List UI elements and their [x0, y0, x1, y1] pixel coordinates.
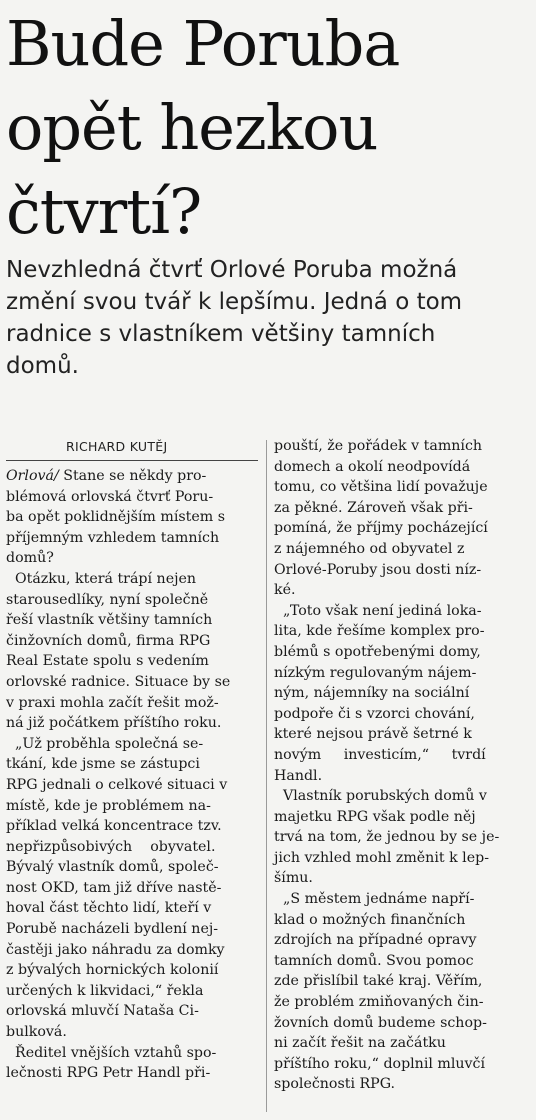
lead-paragraph — [6, 254, 532, 382]
headline-line: Bude Poruba — [6, 7, 400, 80]
article-line: za pěkné. Zároveň však při- — [274, 499, 473, 516]
article-line: ni začít řešit na začátku — [274, 1035, 446, 1052]
article-line: tomu, co většina lidí považuje — [274, 479, 488, 496]
article-line: jich vzhled mohl změnit k lep- — [274, 849, 489, 866]
article-line: blémů s opotřebenými domy, — [274, 643, 481, 660]
article-line: Handl. — [274, 767, 323, 784]
article-line: RPG jednali o celkové situaci v — [6, 776, 228, 793]
byline-divider — [6, 460, 258, 461]
headline — [6, 2, 534, 254]
article-line: podpoře či s vzorci chování, — [274, 705, 475, 722]
article-paragraph — [274, 889, 528, 1095]
lead-line: domů. — [6, 353, 79, 379]
article-line: pomíná, že příjmy pocházející — [274, 520, 488, 537]
article-line: lita, kde řešíme komplex pro- — [274, 623, 485, 640]
article-line: bulková. — [6, 1024, 67, 1041]
lead-line: Nevzhledná čtvrť Orlové Poruba možná — [6, 257, 458, 283]
article-line: z bývalých hornických kolonií — [6, 962, 219, 979]
article-line: starousedlíky, nyní společně — [6, 591, 209, 608]
dateline-place: Orlová/ — [6, 468, 59, 484]
article-line: Porubě nacházeli bydlení nej- — [6, 921, 219, 938]
article-line: zdrojích na případné opravy — [274, 932, 477, 949]
article-line: zde přislíbil také kraj. Věřím, — [274, 973, 483, 990]
article-line: Ředitel vnějších vztahů spo- — [6, 1044, 217, 1061]
article-line: „Toto však není jediná loka- — [274, 602, 482, 619]
article-line-text: Stane se někdy pro- — [58, 468, 207, 484]
article-line: žovních domů budeme schop- — [274, 1014, 487, 1031]
article-line: „Už proběhla společná se- — [6, 735, 204, 752]
article-column-left — [6, 436, 258, 1084]
article-line: nepřizpůsobivých obyvatel. — [6, 838, 216, 855]
article-line: „S městem jednáme napří- — [274, 891, 475, 908]
article-paragraph — [6, 466, 258, 569]
article-paragraph — [274, 436, 528, 601]
article-line: častěji jako náhradu za domky — [6, 941, 225, 958]
article-line: příštího roku,“ doplnil mluvčí — [274, 1055, 486, 1072]
article-line: klad o možných finančních — [274, 911, 466, 928]
article-line: které nejsou právě šetrné k — [274, 726, 472, 743]
article-line: lečnosti RPG Petr Handl při- — [6, 1065, 211, 1082]
article-line: tkání, kde jsme se zástupci — [6, 756, 200, 773]
article-line: nízkým regulovaným nájem- — [274, 664, 477, 681]
article-line: domech a okolí neodpovídá — [274, 458, 471, 475]
article-line — [6, 466, 258, 487]
headline-line: opět hezkou — [6, 91, 378, 164]
article-line: ným, nájemníky na sociální — [274, 685, 470, 702]
article-column-right — [274, 436, 528, 1095]
article-line: řeší vlastník většiny tamních — [6, 612, 213, 629]
article-line: Otázku, která trápí nejen — [6, 570, 197, 587]
article-line: ba opět poklidnějším místem s — [6, 509, 225, 526]
article-line: orlovské radnice. Situace by se — [6, 673, 231, 690]
article-paragraph — [6, 1043, 258, 1084]
article-line: pouští, že pořádek v tamních — [274, 438, 483, 454]
article-line: určených k likvidaci,“ řekla — [6, 982, 204, 999]
article-line: ná již počátkem příštího roku. — [6, 715, 222, 732]
article-line: nost OKD, tam již dříve nastě- — [6, 879, 222, 896]
article-line: Real Estate spolu s vedením — [6, 653, 209, 670]
column-divider — [266, 440, 267, 1112]
article-line: příjemným vzhledem tamních — [6, 529, 220, 546]
article-paragraph — [6, 569, 258, 734]
headline-line: čtvrtí? — [6, 175, 202, 248]
article-line: Orlové-Poruby jsou dosti níz- — [274, 561, 482, 578]
article-line: domů? — [6, 550, 54, 567]
article-line: Bývalý vlastník domů, společ- — [6, 859, 219, 876]
lead-line: radnice s vlastníkem většiny tamních — [6, 321, 436, 347]
article-line: z nájemného od obyvatel z — [274, 540, 465, 557]
article-line: tamních domů. Svou pomoc — [274, 952, 474, 969]
article-line: blémová orlovská čtvrť Poru- — [6, 488, 214, 505]
article-line: hoval část těchto lidí, kteří v — [6, 900, 212, 917]
article-line: činžovních domů, firma RPG — [6, 632, 211, 649]
left-column-body — [6, 466, 258, 1084]
article-line: orlovská mluvčí Nataša Ci- — [6, 1003, 199, 1020]
article-line: Vlastník porubských domů v — [274, 788, 487, 805]
article-paragraph — [6, 734, 258, 1043]
article-line: trvá na tom, že jednou by se je- — [274, 829, 500, 846]
right-column-body — [274, 436, 528, 1095]
article-line: v praxi mohla začít řešit mož- — [6, 694, 219, 711]
lead-line: změní svou tvář k lepšímu. Jedná o tom — [6, 289, 463, 315]
article-paragraph — [274, 786, 528, 889]
article-line: že problém zmiňovaných čin- — [274, 994, 484, 1011]
article-line: šímu. — [274, 870, 313, 887]
byline: RICHARD KUTĚJ — [66, 439, 168, 454]
article-paragraph — [274, 601, 528, 786]
article-line: majetku RPG však podle něj — [274, 808, 476, 825]
article-line: společnosti RPG. — [274, 1076, 396, 1093]
article-line: ké. — [274, 582, 296, 599]
article-line: příklad velká koncentrace tzv. — [6, 818, 222, 835]
article-line: novým investicím,“ tvrdí — [274, 746, 486, 763]
article-line: místě, kde je problémem na- — [6, 797, 211, 814]
